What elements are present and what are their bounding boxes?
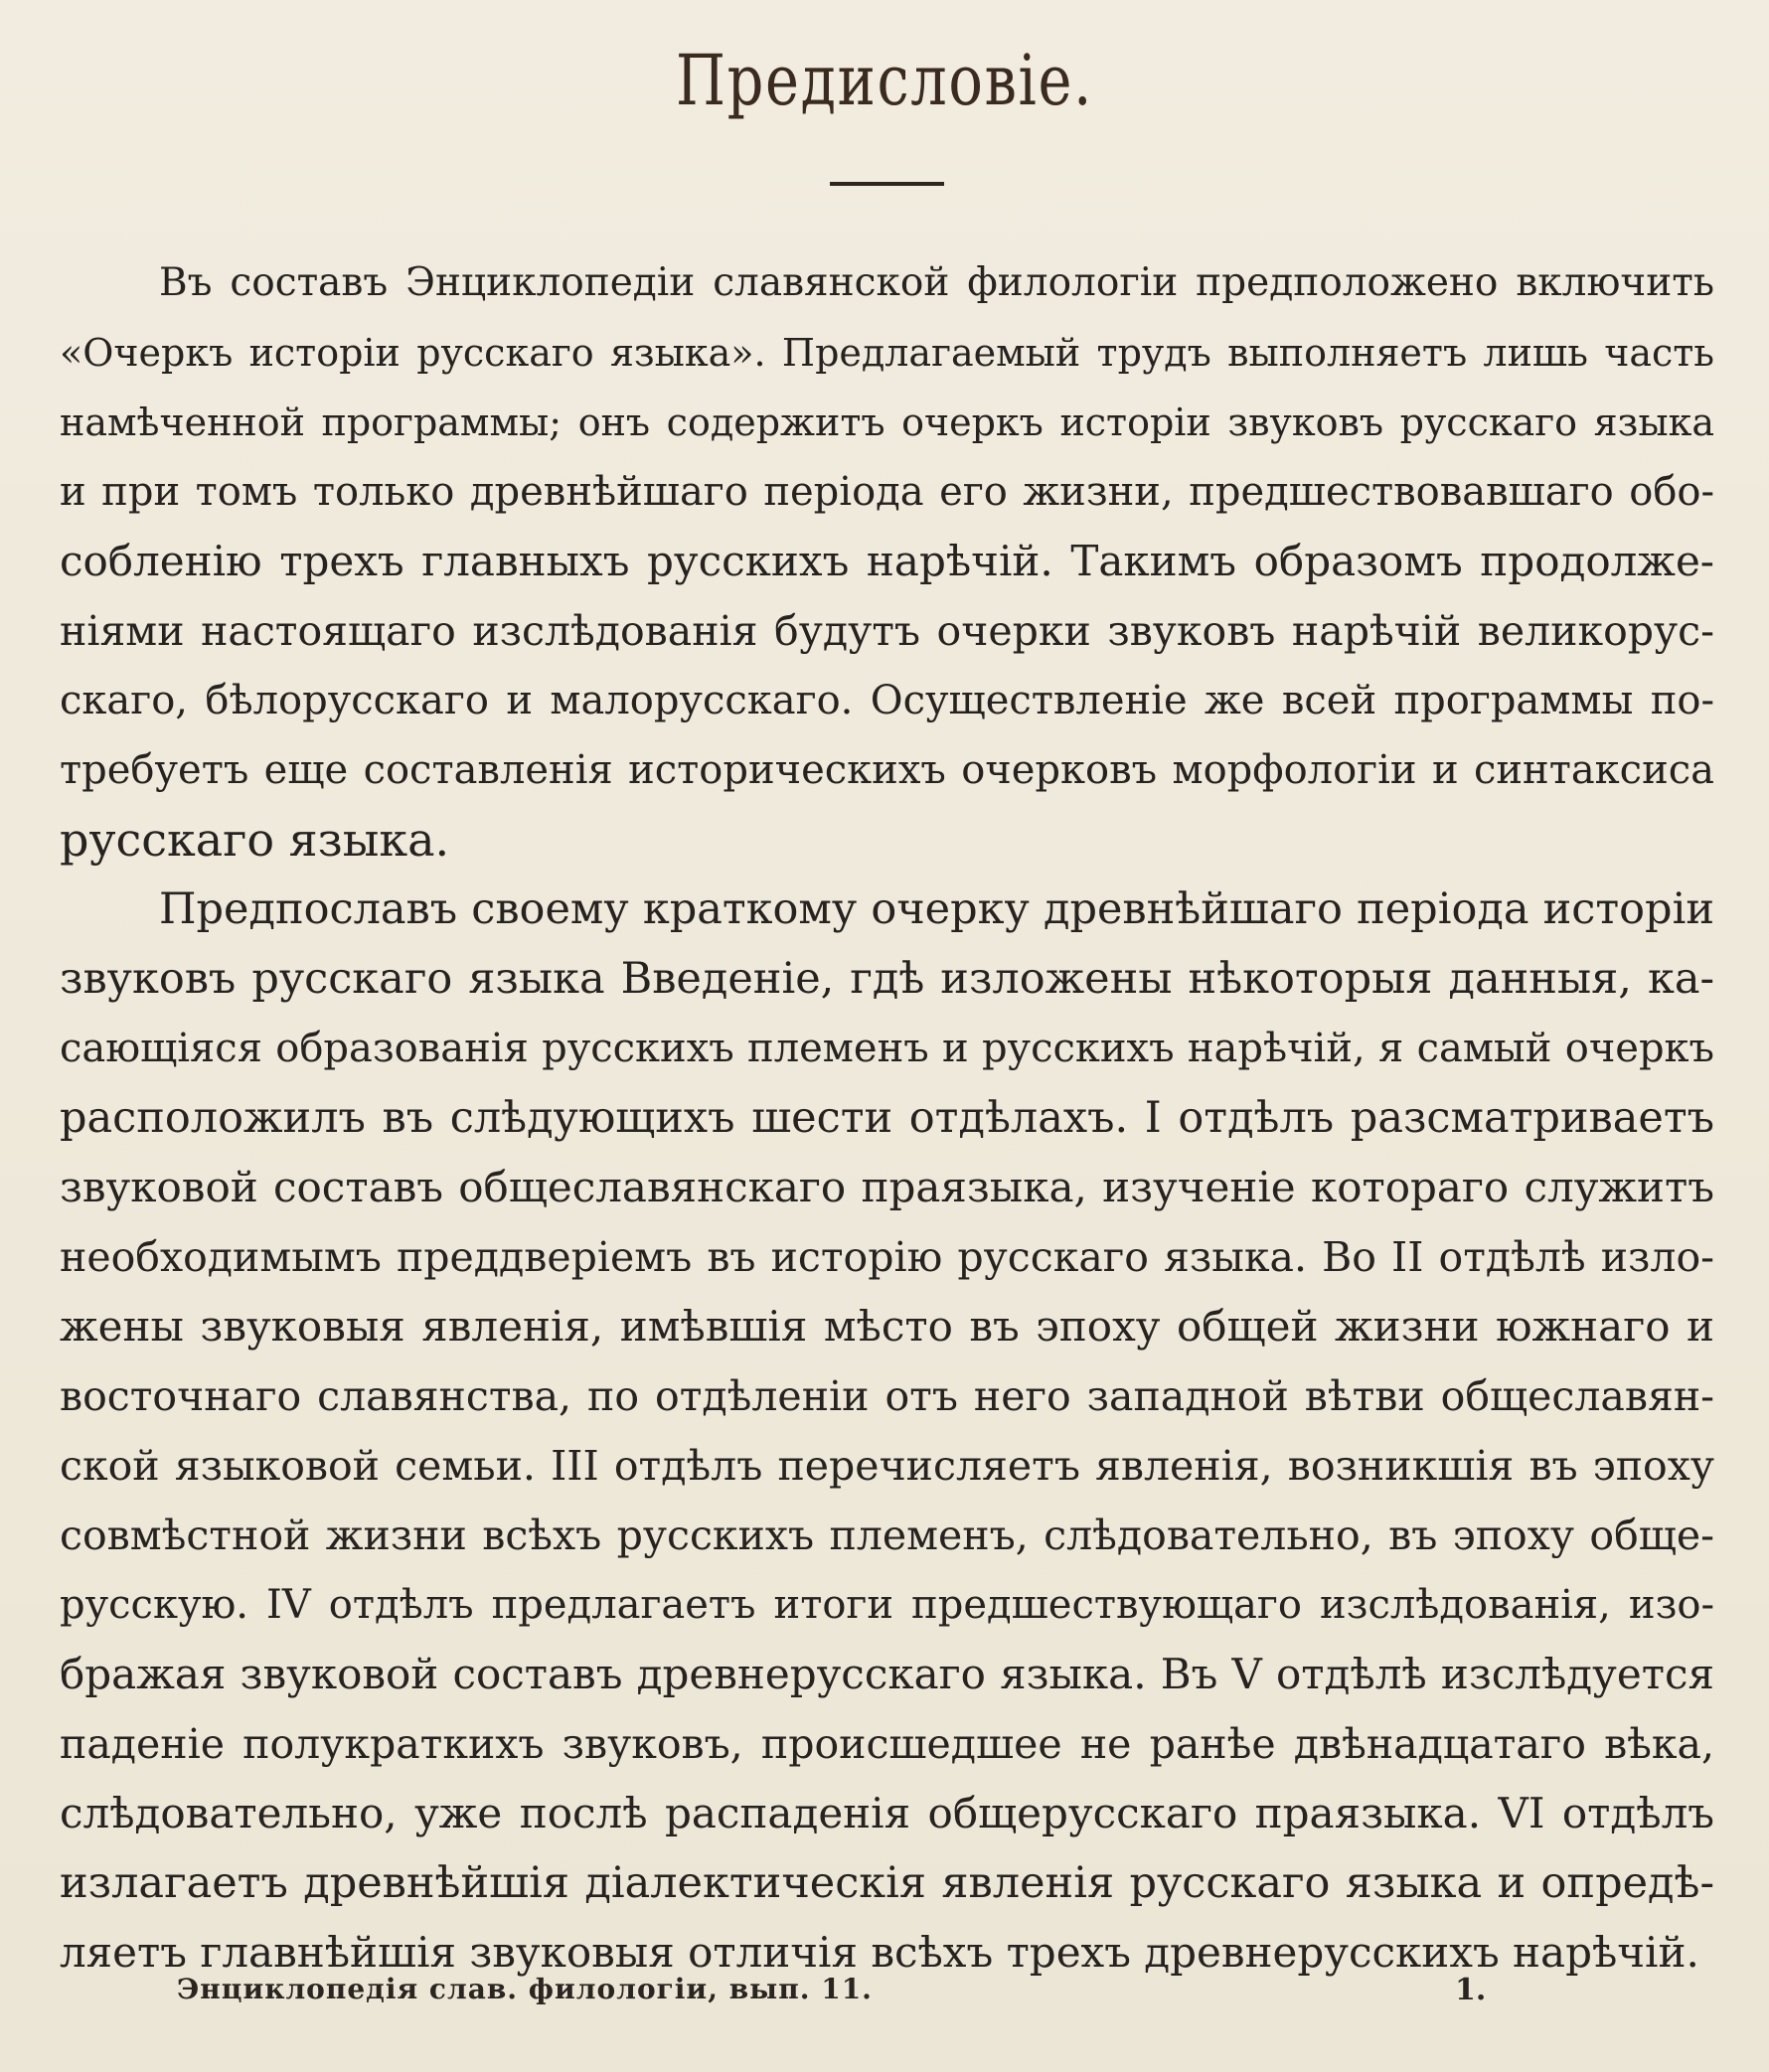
- text-line: звуковъ русскаго языка Введеніе, гдѣ изложены нѣкоторыя данныя, ка-: [60, 954, 1714, 1004]
- text-line: собленію трехъ главныхъ русскихъ нарѣчій. Такимъ образомъ продолже-: [60, 537, 1714, 585]
- text-line: излагаетъ древнѣйшія діалектическія явленія русскаго языка и опредѣ-: [60, 1858, 1714, 1908]
- text-line: расположилъ въ слѣдующихъ шести отдѣлахъ. I отдѣлъ разсматриваетъ: [60, 1093, 1714, 1143]
- text-line: слѣдовательно, уже послѣ распаденія общерусскаго праязыка. VI отдѣлъ: [60, 1789, 1714, 1837]
- text-line: требуетъ еще составленія историческихъ очерковъ морфологіи и синтаксиса: [60, 747, 1714, 793]
- text-line: совмѣстной жизни всѣхъ русскихъ племенъ, слѣдовательно, въ эпоху обще-: [60, 1512, 1714, 1559]
- text-line: жены звуковыя явленія, имѣвшія мѣсто въ эпоху общей жизни южнаго и: [60, 1302, 1714, 1351]
- signature-mark: 1.: [1455, 1973, 1487, 2007]
- page-footer: Энциклопедія слав. филологіи, вып. 11.: [177, 1973, 873, 2005]
- preface-body: [60, 248, 1714, 1988]
- text-line: русскую. IV отдѣлъ предлагаетъ итоги предшествующаго изслѣдованія, изо-: [60, 1582, 1714, 1628]
- text-line: паденіе полукраткихъ звуковъ, происшедшее не ранѣе двѣнадцатаго вѣка,: [60, 1720, 1714, 1768]
- text-line: восточнаго славянства, по отдѣленіи отъ него западной вѣтви общеславян-: [60, 1372, 1714, 1420]
- text-line: ляетъ главнѣйшія звуковыя отличія всѣхъ трехъ древнерусскихъ нарѣчій.: [60, 1928, 1699, 1977]
- text-line: ніями настоящаго изслѣдованія будутъ очерки звуковъ нарѣчій великорус-: [60, 607, 1714, 655]
- text-line: Въ составъ Энциклопедіи славянской филологіи предположено включить: [159, 260, 1714, 305]
- text-line: Предпославъ своему краткому очерку древнѣйшаго періода исторіи: [159, 884, 1714, 934]
- title-divider: [830, 182, 944, 186]
- text-line: бражая звуковой составъ древнерусскаго языка. Въ V отдѣлѣ изслѣдуется: [60, 1650, 1714, 1698]
- text-line: скаго, бѣлорусскаго и малорусскаго. Осуществленіе же всей программы по-: [60, 678, 1714, 723]
- text-line: ской языковой семьи. III отдѣлъ перечисляетъ явленія, возникшія въ эпоху: [60, 1442, 1714, 1490]
- text-line: «Очеркъ исторіи русскаго языка». Предлагаемый трудъ выполняетъ лишь часть: [60, 331, 1714, 375]
- text-line: необходимымъ преддверіемъ въ исторію русскаго языка. Во II отдѣлѣ изло-: [60, 1233, 1714, 1281]
- text-line: сающіяся образованія русскихъ племенъ и русскихъ нарѣчій, я самый очеркъ: [60, 1026, 1714, 1071]
- page-title: Предисловіе.: [675, 40, 1094, 121]
- text-line: звуковой составъ общеславянскаго праязыка, изученіе котораго служитъ: [60, 1163, 1714, 1211]
- text-line: намѣченной программы; онъ содержитъ очеркъ исторіи звуковъ русскаго языка: [60, 400, 1714, 444]
- text-line: русскаго языка.: [60, 813, 450, 867]
- text-line: и при томъ только древнѣйшаго періода его жизни, предшествовавшаго обо-: [60, 469, 1714, 515]
